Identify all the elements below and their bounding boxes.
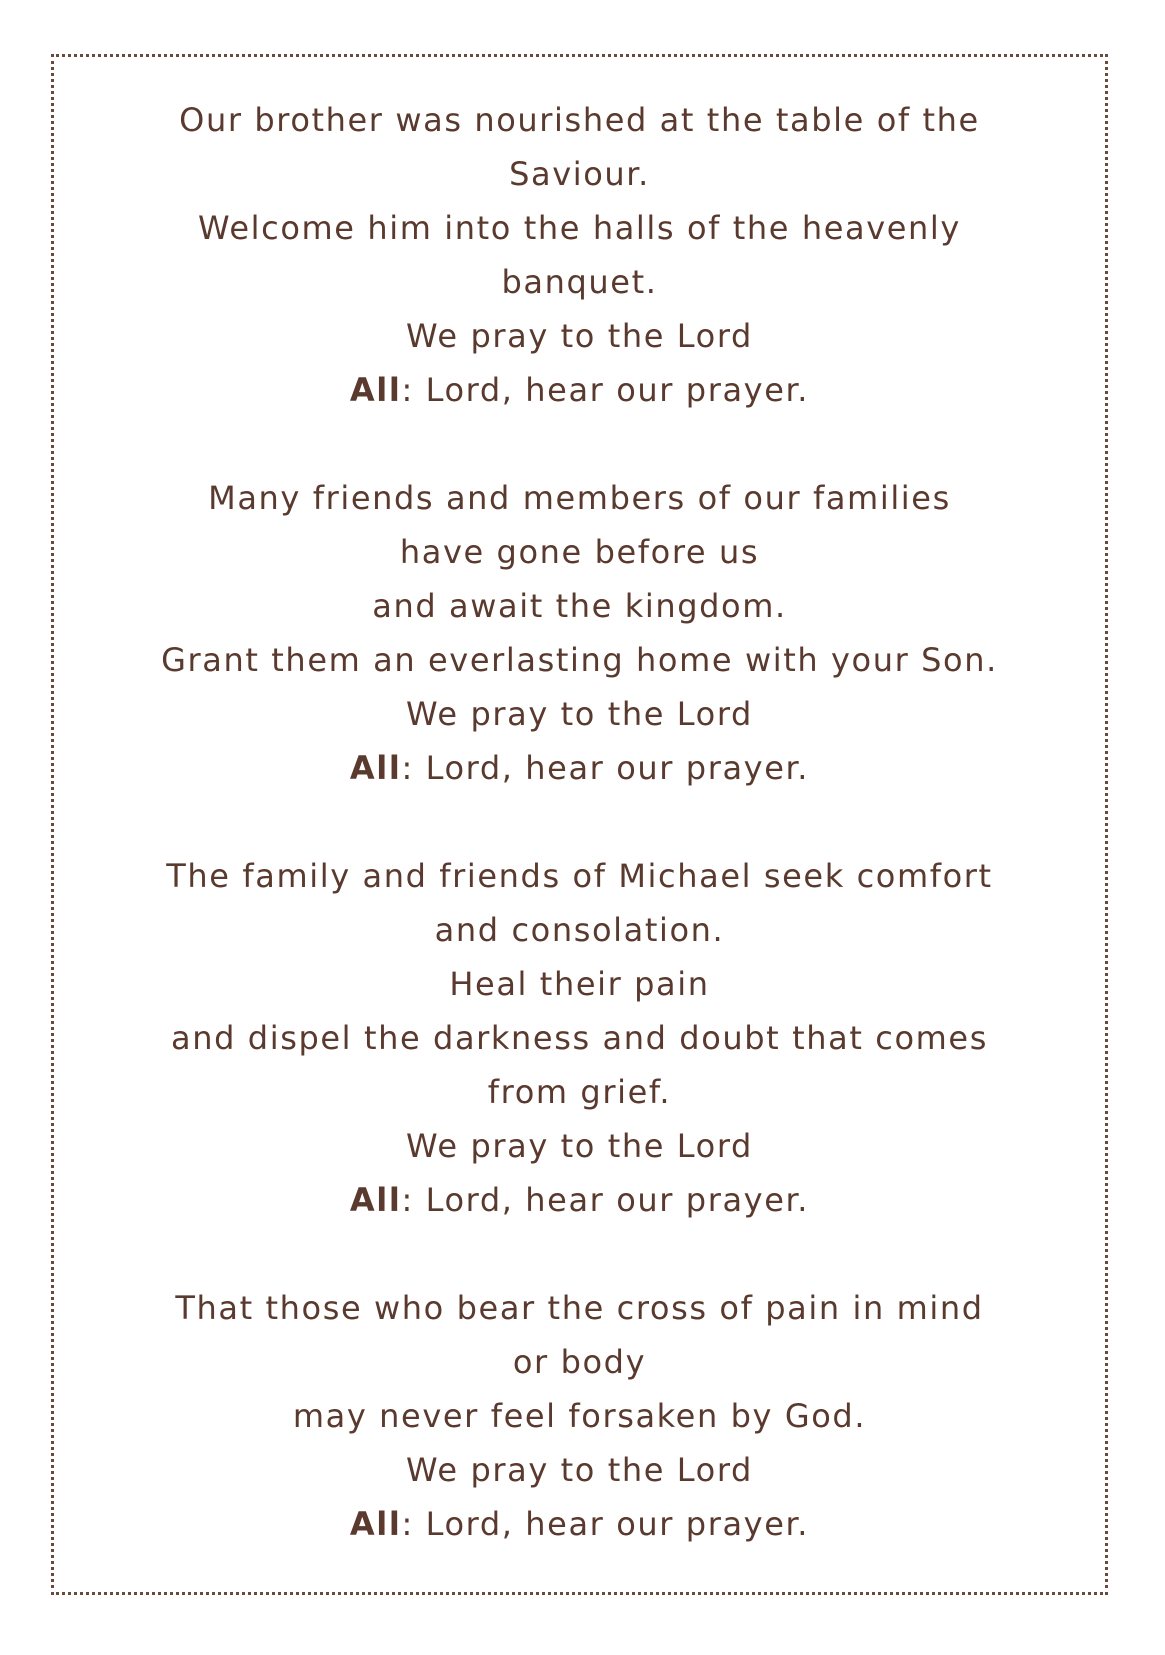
petition-line: We pray to the Lord <box>406 317 753 355</box>
petition-line: We pray to the Lord <box>406 1451 753 1489</box>
response-label: All <box>349 371 402 409</box>
petition-3 <box>54 849 1105 1227</box>
petition-line: The family and friends of Michael seek comfort <box>166 857 993 895</box>
response-text: : Lord, hear our prayer. <box>401 1181 810 1219</box>
response-line <box>54 363 1105 417</box>
petition-line: We pray to the Lord <box>406 1127 753 1165</box>
prayers-of-the-faithful <box>54 93 1105 1551</box>
petition-4 <box>54 1281 1105 1551</box>
petition-line: Grant them an everlasting home with your Son. <box>161 641 998 679</box>
petition-line: and consolation. <box>434 911 725 949</box>
petition-line: or body <box>512 1343 647 1381</box>
petition-2 <box>54 471 1105 795</box>
petition-line: Heal their pain <box>449 965 710 1003</box>
response-text: : Lord, hear our prayer. <box>401 371 810 409</box>
petition-line: banquet. <box>501 263 658 301</box>
response-text: : Lord, hear our prayer. <box>401 749 810 787</box>
response-line <box>54 1497 1105 1551</box>
petition-1 <box>54 93 1105 417</box>
petition-line: and await the kingdom. <box>372 587 787 625</box>
spacer <box>54 417 1105 471</box>
petition-line: from grief. <box>487 1073 672 1111</box>
petition-line: That those who bear the cross of pain in mind <box>175 1289 984 1327</box>
response-label: All <box>349 1505 402 1543</box>
petition-line: We pray to the Lord <box>406 695 753 733</box>
petition-line: have gone before us <box>399 533 760 571</box>
petition-line: Many friends and members of our families <box>208 479 951 517</box>
response-label: All <box>349 1181 402 1219</box>
petition-line: Our brother was nourished at the table of the <box>179 101 980 139</box>
spacer <box>54 1227 1105 1281</box>
response-text: : Lord, hear our prayer. <box>401 1505 810 1543</box>
petition-line: may never feel forsaken by God. <box>292 1397 867 1435</box>
petition-line: Saviour. <box>509 155 650 193</box>
page-border <box>51 54 1108 1595</box>
petition-line: Welcome him into the halls of the heavenly <box>198 209 961 247</box>
response-label: All <box>349 749 402 787</box>
spacer <box>54 795 1105 849</box>
petition-line: and dispel the darkness and doubt that comes <box>171 1019 988 1057</box>
response-line <box>54 1173 1105 1227</box>
response-line <box>54 741 1105 795</box>
